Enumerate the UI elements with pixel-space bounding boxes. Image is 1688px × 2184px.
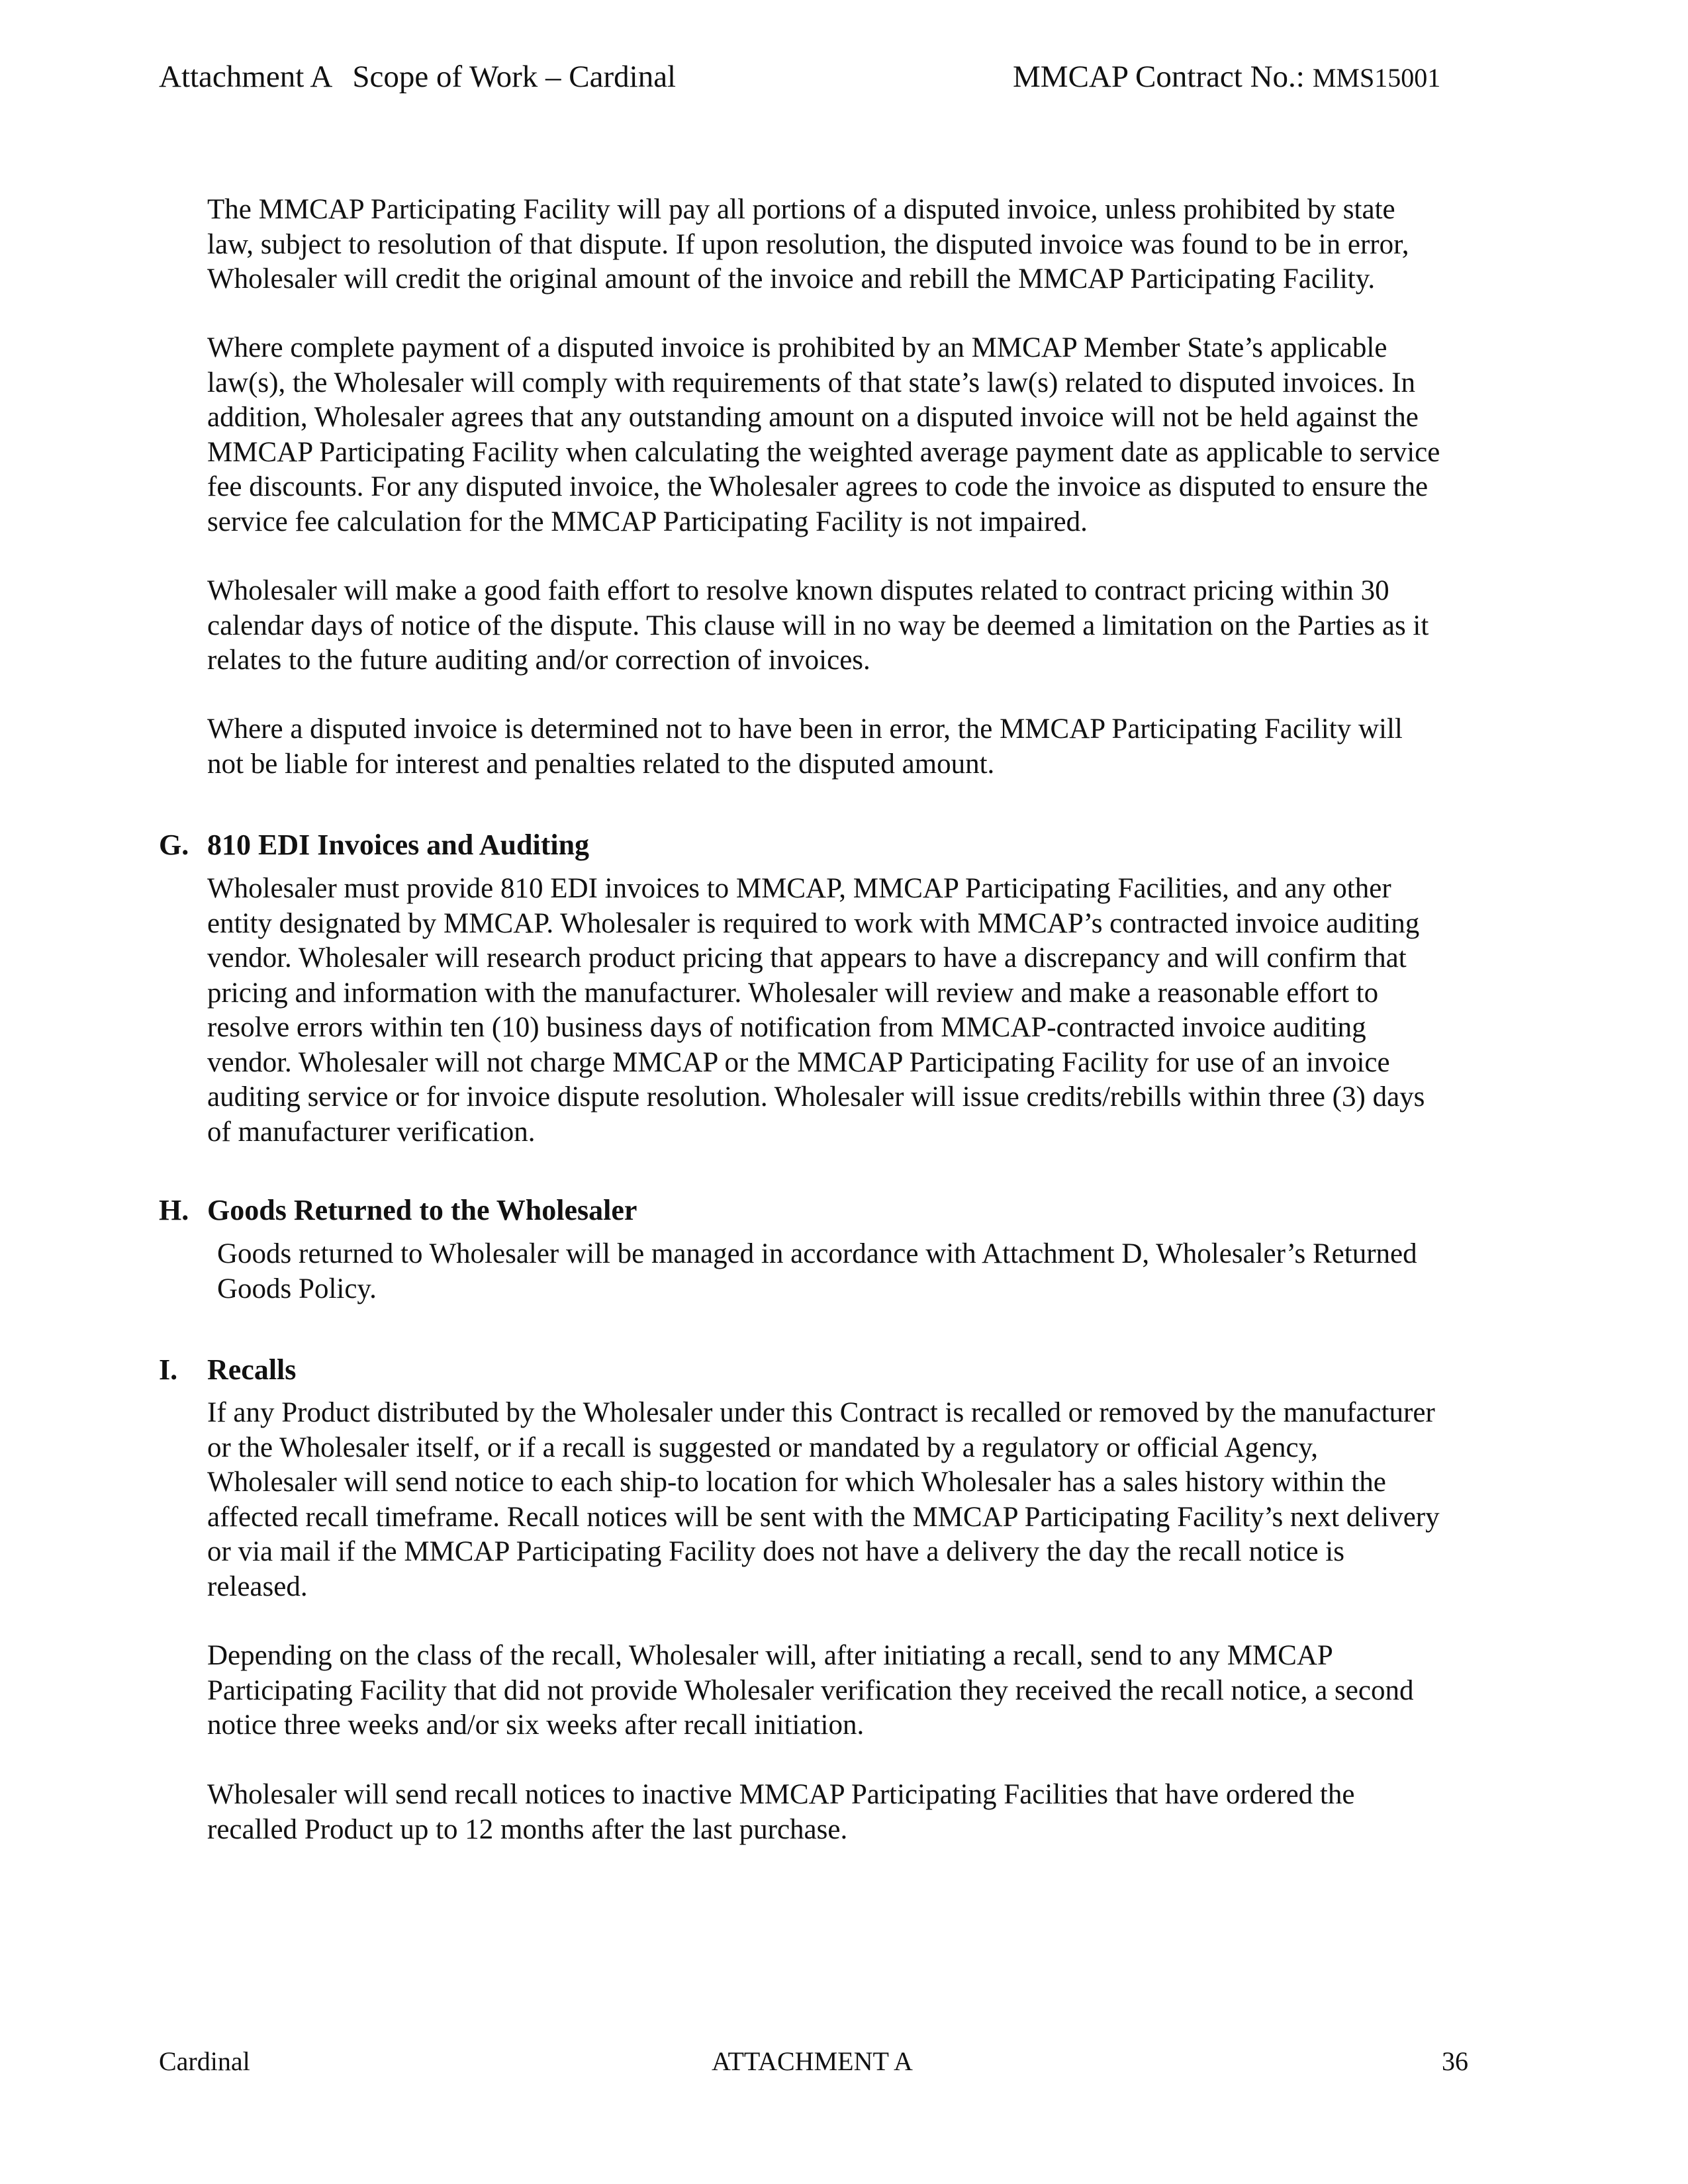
- section-i-body-second-notice: Depending on the class of the recall, Wholesaler will, after initiating a recall, send to any MMCAP Participating Facility that did not provide Wholesaler verification they received the recall notice, a second notice three weeks and/or six weeks after recall initiation.: [207, 1640, 1414, 1741]
- paragraph-disputed-invoice-payment: The MMCAP Participating Facility will pay all portions of a disputed invoice, unless prohibited by state law, subject to resolution of that dispute. If upon resolution, the disputed invoice was found to be in error, Wholesaler will credit the original amount of the invoice and rebill the MMCAP Participating Facility.: [207, 194, 1409, 295]
- section-i-title: Recalls: [207, 1353, 297, 1386]
- header-contract-number: MMS15001: [1312, 63, 1441, 93]
- section-g-letter: G.: [159, 829, 189, 861]
- footer-attachment: ATTACHMENT A: [712, 2046, 913, 2076]
- section-h-letter: H.: [159, 1194, 189, 1226]
- header-scope-title: Scope of Work – Cardinal: [352, 60, 677, 94]
- section-i-letter: I.: [159, 1353, 178, 1386]
- header-attachment: Attachment A: [159, 60, 333, 94]
- section-i-body-recall-notice: If any Product distributed by the Wholesaler under this Contract is recalled or removed by the manufacturer or the Wholesaler itself, or if a recall is suggested or mandated by a regulatory or official Agency, Wholesaler will send notice to each ship-to location for which Wholesaler has a sales history within the affected recall timeframe. Recall notices will be sent with the MMCAP Participating Facility’s next delivery or via mail if the MMCAP Participating Facility does not have a delivery the day the recall notice is released.: [207, 1397, 1440, 1602]
- paragraph-no-liability: Where a disputed invoice is determined not to have been in error, the MMCAP Participating Facility will not be liable for interest and penalties related to the disputed amount.: [207, 713, 1403, 780]
- page-header-left: [159, 57, 676, 97]
- section-g-title: 810 EDI Invoices and Auditing: [207, 829, 590, 861]
- page-header-right: [1013, 57, 1440, 98]
- header-contract-label: MMCAP Contract No.:: [1013, 60, 1305, 94]
- footer-page-number: 36: [1442, 2046, 1468, 2076]
- paragraph-good-faith-effort: Wholesaler will make a good faith effort to resolve known disputes related to contract pricing within 30 calendar days of notice of the dispute. This clause will in no way be deemed a limitation on the Parties as it relates to the future auditing and/or correction of invoices.: [207, 575, 1429, 676]
- section-h-title: Goods Returned to the Wholesaler: [207, 1194, 637, 1226]
- footer-company: Cardinal: [159, 2046, 250, 2076]
- section-g-body: Wholesaler must provide 810 EDI invoices to MMCAP, MMCAP Participating Facilities, and any other entity designated by MMCAP. Wholesaler is required to work with MMCAP’s contracted invoice auditing vendor. Wholesaler will research product pricing that appears to have a discrepancy and will confirm that pricing and information with the manufacturer. Wholesaler will review and make a reasonable effort to resolve errors within ten (10) business days of notification from MMCAP-contracted invoice auditing vendor. Wholesaler will not charge MMCAP or the MMCAP Participating Facility for use of an invoice auditing service or for invoice dispute resolution. Wholesaler will issue credits/rebills within three (3) days of manufacturer verification.: [207, 873, 1425, 1148]
- section-i-body-inactive-facilities: Wholesaler will send recall notices to inactive MMCAP Participating Facilities that have ordered the recalled Product up to 12 months after the last purchase.: [207, 1779, 1355, 1845]
- paragraph-state-law-compliance: Where complete payment of a disputed invoice is prohibited by an MMCAP Member State’s applicable law(s), the Wholesaler will comply with requirements of that state’s law(s) related to disputed invoices. In addition, Wholesaler agrees that any outstanding amount on a disputed invoice will not be held against the MMCAP Participating Facility when calculating the weighted average payment date as applicable to service fee discounts. For any disputed invoice, the Wholesaler agrees to code the invoice as disputed to ensure the service fee calculation for the MMCAP Participating Facility is not impaired.: [207, 332, 1440, 537]
- section-h-body: Goods returned to Wholesaler will be managed in accordance with Attachment D, Wholesaler’s Returned Goods Policy.: [217, 1238, 1417, 1304]
